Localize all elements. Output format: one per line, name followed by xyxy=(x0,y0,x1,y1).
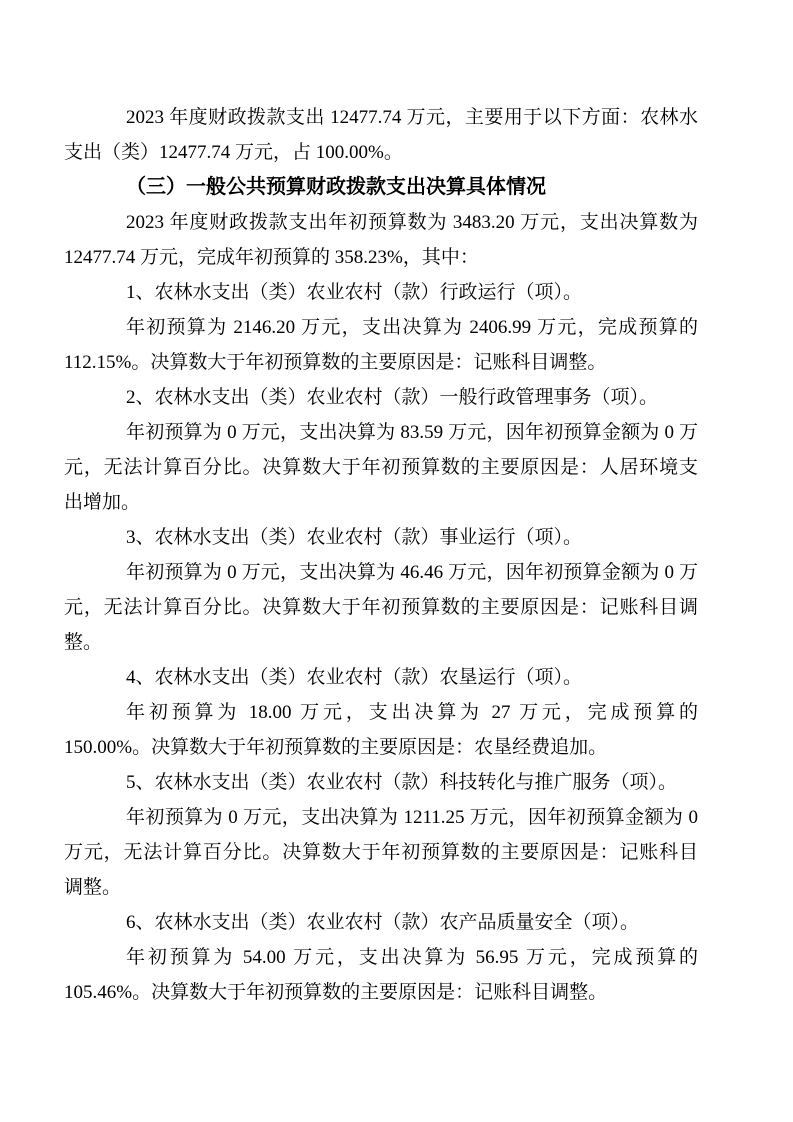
paragraph-line: 年初预算为 2146.20 万元，支出决算为 2406.99 万元，完成预算的 xyxy=(126,317,698,338)
paragraph-line: 元，无法计算百分比。决算数大于年初预算数的主要原因是：人居环境支 xyxy=(64,457,698,478)
paragraph-line: 150.00%。决算数大于年初预算数的主要原因是：农垦经费追加。 xyxy=(64,737,608,758)
paragraph-line: 12477.74 万元，完成年初预算的 358.23%，其中： xyxy=(64,247,479,268)
paragraph-line: 整。 xyxy=(64,632,103,653)
paragraph-line: 年初预算为 0 万元，支出决算为 83.59 万元，因年初预算金额为 0 万 xyxy=(126,422,698,443)
paragraph-line: 年初预算为 54.00 万元，支出决算为 56.95 万元，完成预算的 xyxy=(126,947,698,968)
paragraph-line: 2023 年度财政拨款支出 12477.74 万元，主要用于以下方面：农林水 xyxy=(126,107,698,128)
document-body xyxy=(64,100,698,1010)
paragraph-line: 2023 年度财政拨款支出年初预算数为 3483.20 万元，支出决算数为 xyxy=(126,212,698,233)
item-title-line: 2、农林水支出（类）农业农村（款）一般行政管理事务（项）。 xyxy=(126,387,659,408)
paragraph-line: 年初预算为 0 万元，支出决算为 46.46 万元，因年初预算金额为 0 万 xyxy=(126,562,698,583)
item-title-line: 3、农林水支出（类）农业农村（款）事业运行（项）。 xyxy=(126,527,583,548)
section-heading: （三）一般公共预算财政拨款支出决算具体情况 xyxy=(126,176,546,198)
item-title-line: 1、农林水支出（类）农业农村（款）行政运行（项）。 xyxy=(126,282,583,303)
paragraph-line: 万元，无法计算百分比。决算数大于年初预算数的主要原因是：记账科目 xyxy=(64,842,698,863)
paragraph-line: 元，无法计算百分比。决算数大于年初预算数的主要原因是：记账科目调 xyxy=(64,597,698,618)
paragraph-line: 105.46%。决算数大于年初预算数的主要原因是：记账科目调整。 xyxy=(64,982,608,1003)
item-title-line: 6、农林水支出（类）农业农村（款）农产品质量安全（项）。 xyxy=(126,912,640,933)
paragraph-line: 出增加。 xyxy=(64,492,141,513)
paragraph-line: 年初预算为 18.00 万元，支出决算为 27 万元，完成预算的 xyxy=(126,702,698,723)
paragraph-line: 112.15%。决算数大于年初预算数的主要原因是：记账科目调整。 xyxy=(64,352,607,373)
item-title-line: 4、农林水支出（类）农业农村（款）农垦运行（项）。 xyxy=(126,667,583,688)
item-title-line: 5、农林水支出（类）农业农村（款）科技转化与推广服务（项）。 xyxy=(126,772,678,793)
paragraph-line: 年初预算为 0 万元，支出决算为 1211.25 万元，因年初预算金额为 0 xyxy=(126,807,698,828)
paragraph-line: 调整。 xyxy=(64,877,122,898)
paragraph-line: 支出（类）12477.74 万元，占 100.00%。 xyxy=(64,142,403,163)
